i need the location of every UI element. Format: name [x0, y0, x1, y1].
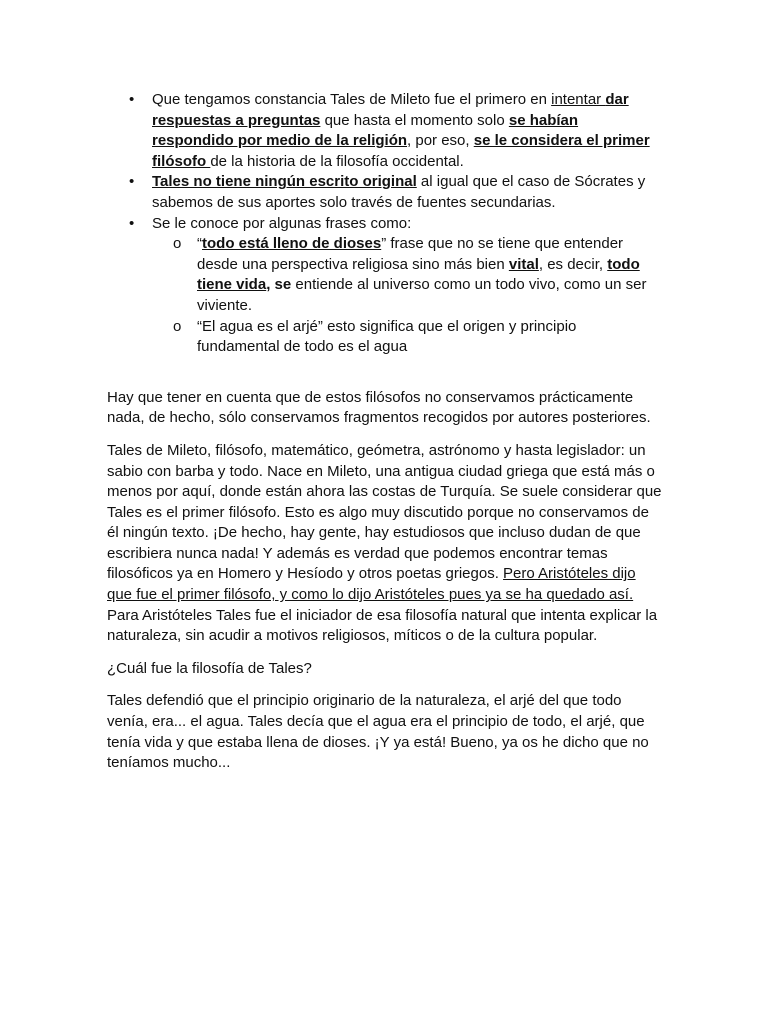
paragraph: Tales defendió que el principio originario de la naturaleza, el arjé del que todo venía, era... el agua. Tales decía que el agua era el principio de todo, el arjé, que tenía vida y que estaba llena de dioses. ¡Y ya está! Bueno, ya os he dicho que no teníamos mucho... — [107, 692, 649, 772]
text-run: Que tengamos constancia Tales de Mileto fue el primero en — [152, 91, 552, 108]
text-run: , es decir, — [538, 255, 608, 273]
text-run: ” frase que no se tiene que entender desde una perspectiva religiosa sino más bien — [197, 235, 624, 273]
emphasis-text: dar respuestas a preguntas — [152, 91, 629, 129]
question-heading: ¿Cuál fue la filosofía de Tales? — [107, 659, 312, 677]
paragraph — [107, 441, 663, 647]
bullet-item — [152, 90, 663, 172]
emphasis-text: Tales no tiene ningún escrito original — [152, 173, 417, 191]
sub-list — [152, 234, 663, 358]
underlined-text: Pero Aristóteles dijo que fue el primer filósofo, y como lo dijo Aristóteles pues ya se ha quedado así. — [107, 565, 636, 604]
emphasis-text: se habían respondido por medio de la religión — [152, 111, 579, 150]
text-run: “ — [197, 235, 202, 253]
underlined-text: intentar — [551, 91, 606, 108]
text-run: de la historia de la filosofía occidental. — [210, 152, 464, 170]
bullet-list — [107, 90, 663, 358]
text-run: “El agua es el arjé” esto significa que el origen y principio fundamental de todo es el agua — [197, 317, 577, 356]
text-run: Para Aristóteles Tales fue el iniciador de esa filosofía natural que intenta explicar la naturaleza, sin acudir a motivos religiosos, míticos o de la cultura popular. — [107, 606, 658, 645]
emphasis-text: todo tiene vida — [197, 255, 640, 294]
bullet-item — [152, 214, 663, 358]
text-run: Se le conoce por algunas frases como: — [152, 214, 412, 232]
text-run: , por eso, — [407, 132, 474, 150]
paragraph: Hay que tener en cuenta que de estos filósofos no conservamos prácticamente nada, de hecho, sólo conservamos fragmentos recogidos por autores posteriores. — [107, 388, 651, 427]
text-run: que hasta el momento solo — [320, 111, 509, 129]
document-body — [107, 90, 663, 774]
sub-item — [197, 317, 663, 358]
emphasis-text: vital — [508, 255, 539, 273]
text-run: al igual que el caso de Sócrates y sabemos de sus aportes solo través de fuentes secundarias. — [152, 173, 646, 211]
bold-text: , se — [266, 276, 292, 294]
emphasis-text: se le considera el primer filósofo — [152, 132, 650, 170]
text-run: entiende al universo como un todo vivo, como un ser viviente. — [197, 276, 647, 314]
bullet-item — [152, 172, 663, 213]
text-run: Tales de Mileto, filósofo, matemático, geómetra, astrónomo y hasta legislador: un sabio con barba y todo. Nace en Mileto, una antigua ciudad griega que está más o menos por aquí, donde están ahora las costas de Turquía. Se suele considerar que Tales es el primer filósofo. Esto es algo muy discutido porque no conservamos de él ningún texto. ¡De hecho, hay gente, hay estudiosos que incluso dudan de que escribiera nunca nada! Y además es verdad que podemos encontrar temas filosóficos ya en Homero y Hesíodo y otros poetas griegos. — [107, 441, 662, 583]
emphasis-text: todo está lleno de dioses — [202, 235, 382, 253]
sub-item — [197, 234, 663, 316]
